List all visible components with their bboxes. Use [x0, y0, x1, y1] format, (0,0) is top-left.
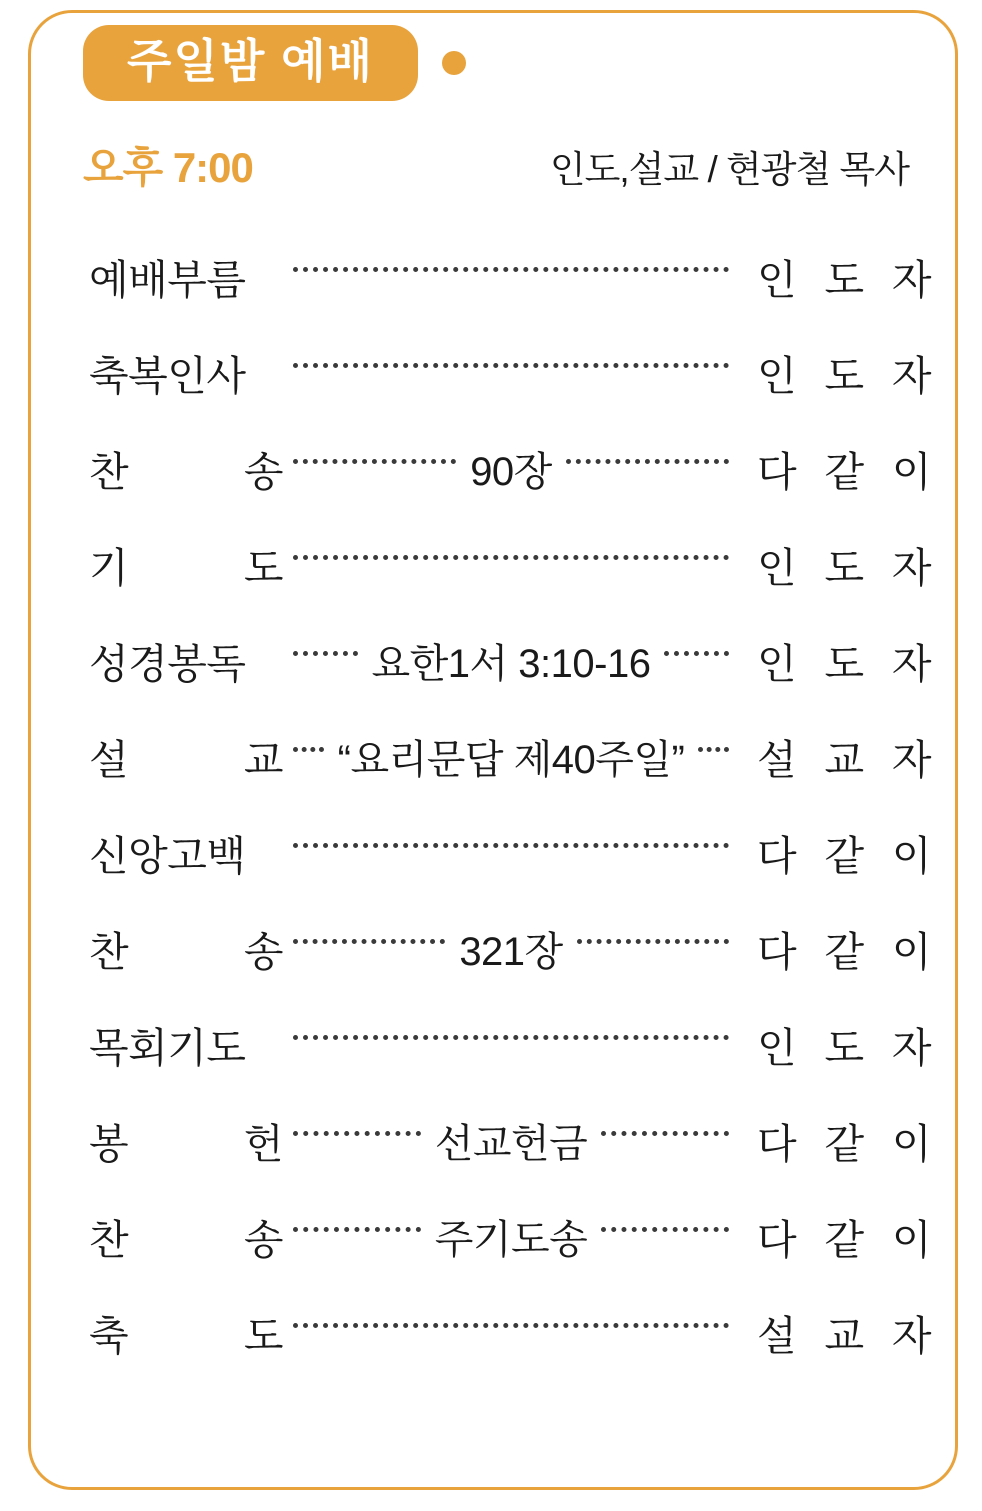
- dot-leader: [698, 746, 729, 752]
- order-row-label: 성경봉독: [89, 640, 246, 687]
- dot-leader: [293, 1322, 729, 1328]
- order-row-actor: 다 같 이: [757, 1216, 931, 1263]
- dot-leader: [566, 458, 729, 464]
- dot-leader: [664, 650, 729, 656]
- service-leader: 인도,설교 / 현광철 목사: [549, 149, 909, 190]
- order-row-label: 신앙고백: [89, 832, 246, 879]
- order-row-label: 찬 송: [89, 448, 283, 495]
- order-row-detail: 요한1서 3:10-16: [371, 641, 651, 686]
- order-row-detail: 선교헌금: [434, 1121, 588, 1166]
- order-row-detail: “요리문답 제40주일”: [337, 737, 685, 782]
- order-row-actor: 인 도 자: [757, 640, 931, 687]
- order-row: [71, 516, 931, 612]
- dot-leader: [293, 458, 456, 464]
- order-row-actor: 다 같 이: [757, 448, 931, 495]
- order-row: [71, 900, 931, 996]
- order-row-label: 축복인사: [89, 352, 246, 399]
- order-row-actor: 인 도 자: [757, 256, 931, 303]
- dot-leader: [293, 362, 729, 368]
- order-row-label: 찬 송: [89, 928, 283, 975]
- order-row: [71, 228, 931, 324]
- order-of-service-list: [71, 228, 931, 1380]
- dot-leader: [293, 842, 729, 848]
- order-row: [71, 996, 931, 1092]
- dot-leader: [293, 1130, 421, 1136]
- dot-leader: [293, 650, 358, 656]
- order-row-actor: 설 교 자: [757, 736, 931, 783]
- order-row-label: 기 도: [89, 544, 283, 591]
- order-row-actor: 인 도 자: [757, 1024, 931, 1071]
- order-row-actor: 다 같 이: [757, 928, 931, 975]
- order-row: [71, 708, 931, 804]
- dot-leader: [577, 938, 729, 944]
- page-title: 주일밤 예배: [83, 25, 418, 101]
- order-row-label: 봉 헌: [89, 1120, 283, 1167]
- order-row-label: 찬 송: [89, 1216, 283, 1263]
- order-row-label: 예배부름: [89, 256, 246, 303]
- worship-order-card: [28, 10, 958, 1490]
- dot-leader: [293, 1226, 421, 1232]
- order-row-detail: 90장: [470, 449, 552, 494]
- order-row: [71, 324, 931, 420]
- service-time: 오후 7:00: [83, 144, 253, 191]
- dot-leader: [293, 746, 324, 752]
- dot-leader: [293, 266, 729, 272]
- order-row-detail: 321장: [459, 929, 563, 974]
- service-subheader: [83, 135, 909, 195]
- order-row-label: 설 교: [89, 736, 283, 783]
- dot-leader: [293, 938, 445, 944]
- order-row: [71, 1284, 931, 1380]
- order-row-label: 축 도: [89, 1312, 283, 1359]
- order-row: [71, 420, 931, 516]
- order-row-label: 목회기도: [89, 1024, 246, 1071]
- dot-leader: [293, 1034, 729, 1040]
- order-row-actor: 설 교 자: [757, 1312, 931, 1359]
- order-row: [71, 804, 931, 900]
- order-row-detail: 주기도송: [434, 1217, 588, 1262]
- order-row: [71, 1092, 931, 1188]
- order-row-actor: 다 같 이: [757, 1120, 931, 1167]
- dot-leader: [293, 554, 729, 560]
- dot-leader: [601, 1130, 729, 1136]
- card-header: [83, 25, 466, 101]
- dot-leader: [601, 1226, 729, 1232]
- order-row: [71, 1188, 931, 1284]
- decorative-dot-icon: [442, 51, 466, 75]
- order-row-actor: 인 도 자: [757, 352, 931, 399]
- order-row: [71, 612, 931, 708]
- order-row-actor: 다 같 이: [757, 832, 931, 879]
- order-row-actor: 인 도 자: [757, 544, 931, 591]
